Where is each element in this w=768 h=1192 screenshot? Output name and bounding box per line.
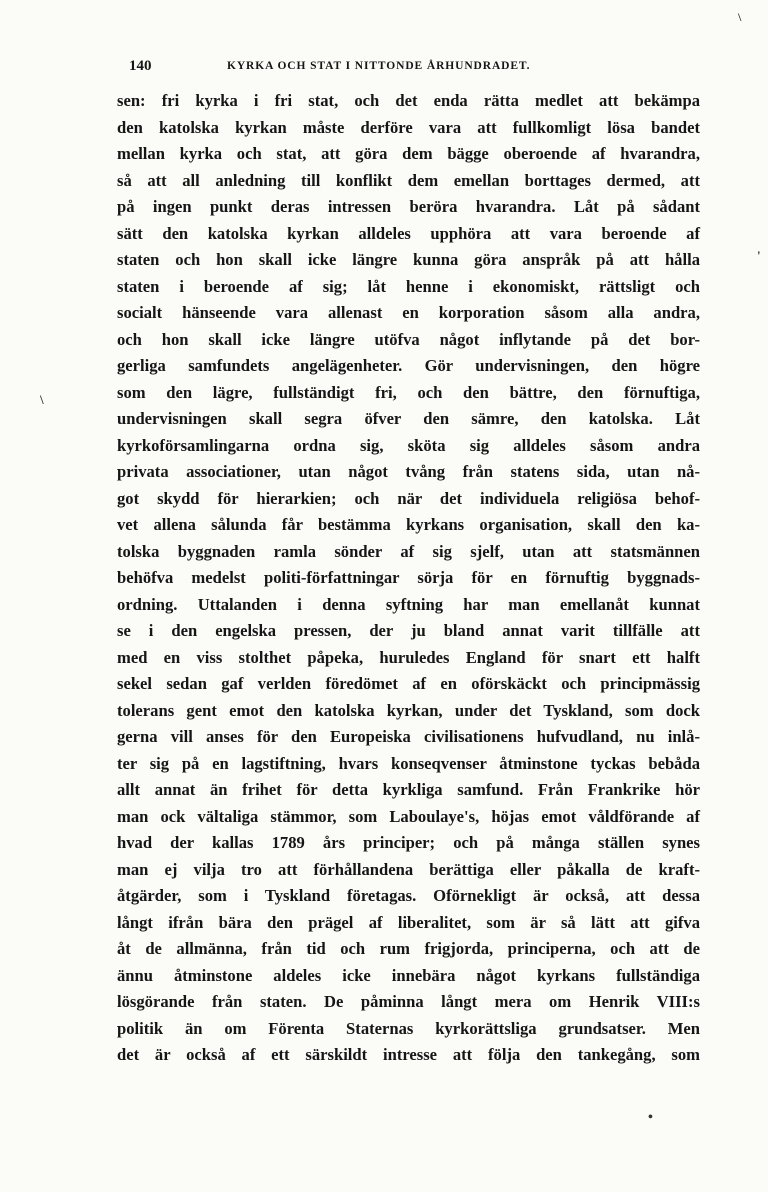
page-header xyxy=(117,58,700,80)
text-line: sätt den katolska kyrkan alldeles upphöra att vara beroende af xyxy=(117,223,700,243)
text-line: kyrkoförsamlingarna ordna sig, sköta sig alldeles såsom andra xyxy=(117,435,700,455)
text-line: privata associationer, utan något tvång från statens sida, utan nå- xyxy=(117,462,700,481)
text-line: tolska byggnaden ramla sönder af sig sjelf, utan att statsmännen xyxy=(117,541,700,561)
text-line: sekel sedan gaf verlden föredömet af en oförskäckt och principmässig xyxy=(117,674,700,693)
text-line: gerna vill anses för den Europeiska civilisationens hufvudland, nu inlå- xyxy=(117,727,700,746)
text-line: gerliga samfundets angelägenheter. Gör undervisningen, den högre xyxy=(117,356,700,375)
text-line: som den lägre, fullständigt fri, och den bättre, den förnuftiga, xyxy=(117,382,700,402)
text-line: ännu åtminstone aldeles icke innebära något kyrkans fullständiga xyxy=(117,965,700,985)
text-line: långt ifrån bära den prägel af liberalitet, som är så lätt att gifva xyxy=(117,912,700,932)
stray-mark-top-right: \ xyxy=(738,10,742,24)
text-line: ter sig på en lagstiftning, hvars konseqvenser åtminstone tyckas bebåda xyxy=(117,753,700,773)
text-line: behöfva medelst politi-författningar sörja för en förnuftig byggnads- xyxy=(117,568,700,587)
text-line: staten i beroende af sig; låt henne i ekonomiskt, rättsligt och xyxy=(117,276,700,296)
text-line: åt de allmänna, från tid och rum frigjorda, principerna, och att de xyxy=(117,939,700,958)
page-number: 140 xyxy=(129,58,152,74)
text-line: den katolska kyrkan måste derföre vara att fullkomligt lösa bandet xyxy=(117,117,700,137)
text-line: så att all anledning till konflikt dem emellan borttages dermed, att xyxy=(117,170,700,190)
text-line: lösgörande från staten. De påminna långt mera om Henrik VIII:s xyxy=(117,992,700,1011)
text-line: politik än om Förenta Staternas kyrkorättsliga grundsatser. Men xyxy=(117,1018,700,1038)
text-line: man ock vältaliga stämmor, som Laboulaye's, höjas emot våldförande af xyxy=(117,806,700,826)
text-line: vet allena sålunda får bestämma kyrkans organisation, skall den ka- xyxy=(117,515,700,534)
text-line: allt annat än frihet för detta kyrkliga samfund. Från Frankrike hör xyxy=(117,780,700,799)
text-line: åtgärder, som i Tyskland företagas. Oförnekligt är också, att dessa xyxy=(117,886,700,905)
text-line: got skydd för hierarkien; och när det individuela religiösa behof- xyxy=(117,488,700,508)
text-line: socialt hänseende vara allenast en korporation såsom alla andra, xyxy=(117,303,700,322)
body-text xyxy=(117,88,700,1069)
text-line: och hon skall icke längre utöfva något inflytande på det bor- xyxy=(117,329,700,349)
stray-mark-left-margin: \ xyxy=(40,392,44,407)
text-line: man ej vilja tro att förhållandena berättiga eller påkalla de kraft- xyxy=(117,859,700,879)
text-line: sen: fri kyrka i fri stat, och det enda rätta medlet att bekämpa xyxy=(117,91,700,110)
text-line: se i den engelska pressen, der ju bland annat varit tillfälle att xyxy=(117,621,700,640)
stray-mark-right-margin: ' xyxy=(757,248,761,263)
text-line: staten och hon skall icke längre kunna göra anspråk på att hålla xyxy=(117,250,700,269)
text-line: undervisningen skall segra öfver den sämre, den katolska. Låt xyxy=(117,409,700,428)
text-line: på ingen punkt deras intressen beröra hvarandra. Låt på sådant xyxy=(117,197,700,216)
running-title: KYRKA OCH STAT I NITTONDE ÅRHUNDRADET. xyxy=(227,60,531,72)
text-line: det är också af ett särskildt intresse att följa den tankegång, som xyxy=(117,1045,700,1064)
text-line: ordning. Uttalanden i denna syftning har man emellanåt kunnat xyxy=(117,594,700,614)
stray-mark-footer: • xyxy=(648,1110,653,1125)
text-line: med en viss stolthet påpeka, huruledes England för snart ett halft xyxy=(117,647,700,667)
text-line: tolerans gent emot den katolska kyrkan, under det Tyskland, som dock xyxy=(117,700,700,720)
text-line: mellan kyrka och stat, att göra dem bägge oberoende af hvarandra, xyxy=(117,144,700,163)
text-line: hvad der kallas 1789 års principer; och på många ställen synes xyxy=(117,833,700,852)
